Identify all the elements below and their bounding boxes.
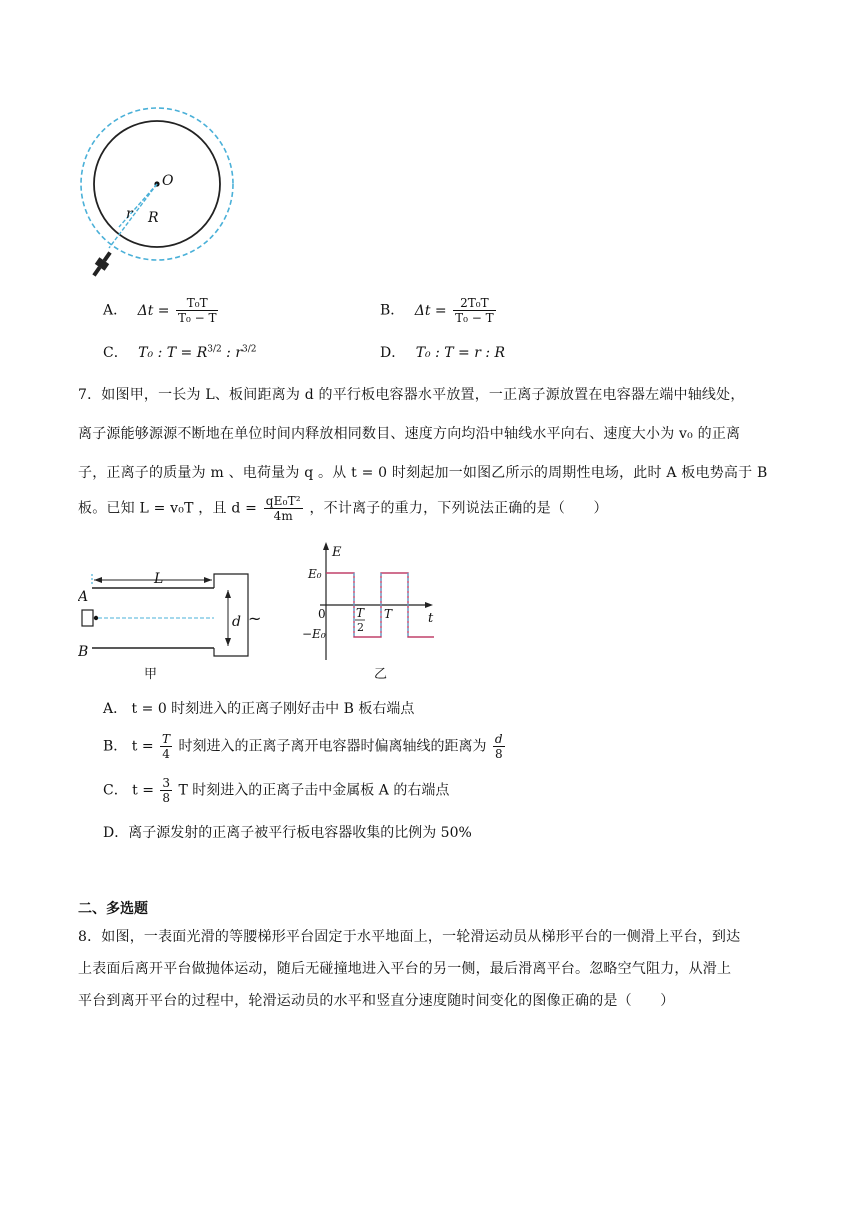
q7-d-fraction <box>264 494 303 523</box>
figure-yi-field-graph <box>300 538 450 683</box>
label-E0: E₀ <box>308 567 322 581</box>
q8-line-2: 上表面后离开平台做抛体运动，随后无碰撞地进入平台的另一侧，最后滑离平台。忽略空气阻力，从滑上 <box>78 961 732 977</box>
label-E: E <box>332 545 342 560</box>
q7-option-a: A． t = 0 时刻进入的正离子刚好击中 B 板右端点 <box>103 701 415 717</box>
q7-line-3: 子，正离子的质量为 m 、电荷量为 q 。从 t = 0 时刻起加一如图乙所示的周期性电场，此时 A 板电势高于 B <box>78 465 768 481</box>
label-L: L <box>154 571 164 587</box>
e-axis-arrow <box>323 542 329 550</box>
ion-source <box>82 610 93 626</box>
q6-option-a-den: T₀ − T <box>177 311 217 325</box>
q7-option-b-pre: B． t = <box>103 738 154 755</box>
label-tilde: ~ <box>248 609 262 628</box>
q6-option-b <box>380 296 498 325</box>
label-d: d <box>232 614 241 630</box>
figure-jia-capacitor <box>78 538 278 683</box>
q7-option-b-dist-den: 8 <box>494 747 503 761</box>
section-title: 二、多选题 <box>78 901 148 917</box>
q6-option-d <box>380 342 505 362</box>
q7-option-b-time-num: T <box>162 732 171 746</box>
q7-line-4 <box>78 494 608 523</box>
ion-source-point <box>94 616 98 620</box>
orbit-figure <box>78 98 248 288</box>
arrow-left-head <box>94 577 102 583</box>
satellite-icon <box>89 249 115 279</box>
q7-option-c-time-den: 8 <box>162 791 171 805</box>
q7-option-b-dist-fraction <box>493 732 505 761</box>
q7-option-b-dist-num: d <box>494 732 503 746</box>
label-R: R <box>148 210 159 226</box>
q6-option-b-num: 2T₀T <box>453 296 496 311</box>
q7-d-den: 4m <box>273 509 293 523</box>
q6-option-d-expr: T₀ : T = r : R <box>415 345 506 361</box>
q7-option-b-post: 时刻进入的正离子离开电容器时偏离轴线的距离为 <box>178 738 487 755</box>
source-wire <box>214 574 248 656</box>
label-t: t <box>428 611 434 626</box>
q6-option-a-num: T₀T <box>176 296 219 311</box>
d-arrow-up <box>225 590 231 598</box>
q7-line-4a: 板。已知 L = v₀T ，且 d = <box>78 500 258 517</box>
label-T-half-num: T <box>356 606 365 620</box>
q6-option-b-lhs: Δt = <box>414 302 447 319</box>
q6-option-c-exp2: 3/2 <box>242 344 257 355</box>
q6-option-c-mid: : r <box>221 345 243 361</box>
t-axis-arrow <box>425 602 433 608</box>
d-arrow-down <box>225 638 231 646</box>
q7-line-2: 离子源能够源源不断地在单位时间内释放相同数目、速度方向均沿中轴线水平向右、速度大小为 v₀ 的正离 <box>78 426 741 442</box>
q7-option-c-pre: C． t = <box>103 782 154 799</box>
q6-option-c <box>103 342 257 362</box>
q7-option-b-time-den: 4 <box>162 747 170 761</box>
q7-option-b-time-fraction <box>160 732 172 761</box>
q7-option-c-time-num: 3 <box>162 776 171 790</box>
label-B: B <box>78 644 89 660</box>
label-T: T <box>384 607 393 621</box>
q7-option-c-time-fraction <box>160 776 172 805</box>
q7-option-b <box>103 732 507 761</box>
q7-option-d: D．离子源发射的正离子被平行板电容器收集的比例为 50% <box>103 825 472 841</box>
q7-option-c-post: T 时刻进入的正离子击中金属板 A 的右端点 <box>178 782 450 799</box>
label-origin: 0 <box>318 607 326 621</box>
label-A: A <box>78 589 89 605</box>
label-T-half-den: 2 <box>357 621 364 634</box>
q7-option-c <box>103 776 449 805</box>
q6-option-a-fraction <box>176 296 219 325</box>
q8-line-3: 平台到离开平台的过程中，轮滑运动员的水平和竖直分速度随时间变化的图像正确的是（ ） <box>78 993 675 1009</box>
label-O: O <box>162 173 174 189</box>
q6-option-a-lhs: Δt = <box>137 302 170 319</box>
q6-option-b-label: B． <box>380 302 405 319</box>
caption-yi: 乙 <box>374 667 388 682</box>
q7-line-1: 7．如图甲，一长为 L、板间距离为 d 的平行板电容器水平放置，一正离子源放置在电容器左端中轴线处， <box>78 387 745 403</box>
q6-option-c-label: C． <box>103 345 128 361</box>
q6-option-a <box>103 296 220 325</box>
q6-option-c-exp1: 3/2 <box>207 344 222 355</box>
q6-option-d-label: D． <box>380 345 406 361</box>
label-r: r <box>126 206 133 222</box>
caption-jia: 甲 <box>144 667 158 682</box>
q7-line-4b: ，不计离子的重力，下列说法正确的是（ ） <box>309 500 608 517</box>
q7-d-num: qE₀T² <box>265 494 301 508</box>
q6-option-a-label: A． <box>103 302 128 319</box>
q6-option-b-den: T₀ − T <box>455 311 494 325</box>
q6-option-b-fraction <box>453 296 496 325</box>
q8-line-1: 8．如图，一表面光滑的等腰梯形平台固定于水平地面上，一轮滑运动员从梯形平台的一侧滑上平台，到达 <box>78 929 741 945</box>
arrow-right-head <box>204 577 212 583</box>
q6-option-c-left: T₀ : T = R <box>138 345 208 361</box>
label-negE0: −E₀ <box>302 627 326 641</box>
